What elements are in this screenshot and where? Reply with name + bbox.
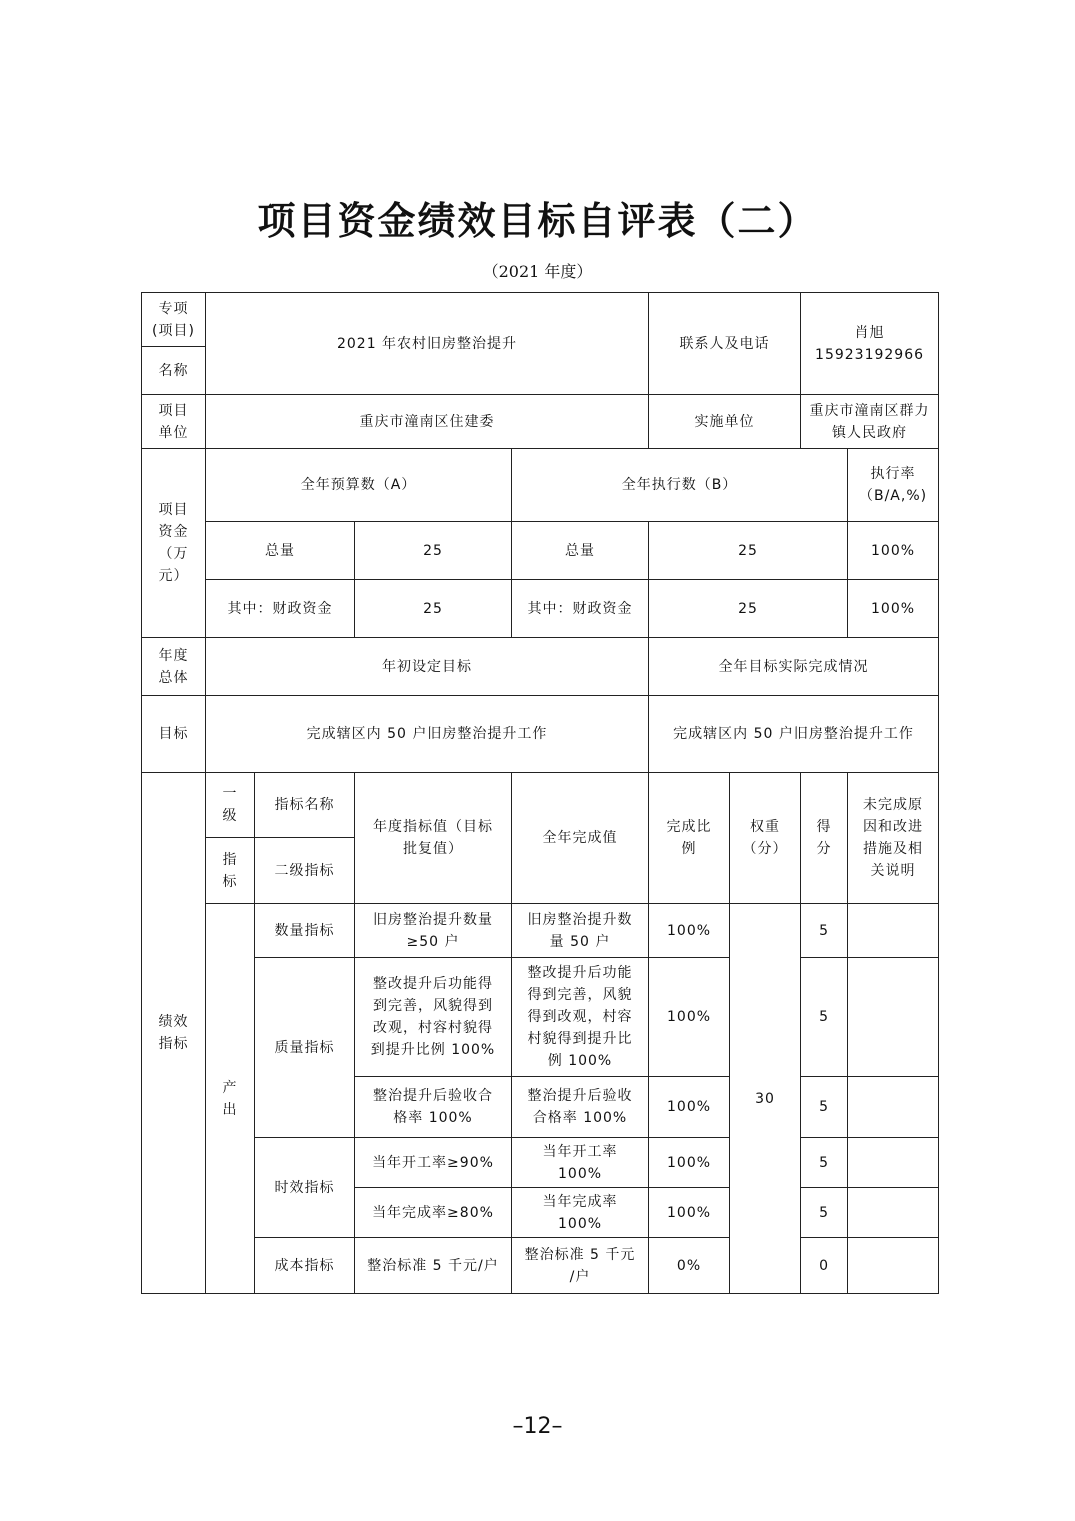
perf-reason-cell bbox=[848, 1238, 939, 1294]
fiscal-label: 其中：财政资金 bbox=[206, 580, 355, 638]
goal-actual-header: 全年目标实际完成情况 bbox=[649, 638, 939, 696]
perf-score-header: 得 分 bbox=[801, 773, 848, 904]
perf-score-cell: 5 bbox=[801, 1188, 848, 1238]
perf-reason-cell bbox=[848, 958, 939, 1077]
year-subtitle: （2021 年度） bbox=[482, 262, 593, 281]
perf-weight-header: 权重 （分） bbox=[730, 773, 801, 904]
fiscal-exec-label: 其中：财政资金 bbox=[512, 580, 649, 638]
perf-weight-cell: 30 bbox=[730, 904, 801, 1294]
perf-actual-cell: 当年开工率 100% bbox=[512, 1138, 649, 1188]
project-name-label-top: 专项 (项目) bbox=[142, 293, 206, 347]
perf-ratio-cell: 100% bbox=[649, 1188, 730, 1238]
perf-score-cell: 5 bbox=[801, 1138, 848, 1188]
perf-reason-cell bbox=[848, 1138, 939, 1188]
perf-score-cell: 5 bbox=[801, 904, 848, 958]
perf-ratio-header: 完成比 例 bbox=[649, 773, 730, 904]
perf-target-cell: 当年开工率≥90% bbox=[355, 1138, 512, 1188]
perf-ratio-cell: 100% bbox=[649, 904, 730, 958]
funds-label: 项目 资金 （万 元） bbox=[142, 449, 206, 638]
perf-reason-cell bbox=[848, 1188, 939, 1238]
perf-actual-cell: 整改提升后功能 得到完善，风貌 得到改观，村容 村貌得到提升比 例 100% bbox=[512, 958, 649, 1077]
perf-sub-quality: 质量指标 bbox=[255, 958, 355, 1138]
goal-label-top: 年度 总体 bbox=[142, 638, 206, 696]
perf-label: 绩效 指标 bbox=[142, 773, 206, 1294]
perf-level1-header: 一 级 bbox=[206, 773, 255, 838]
project-name-label-bottom: 名称 bbox=[142, 347, 206, 395]
impl-unit-value: 重庆市潼南区群力镇人民政府 bbox=[801, 395, 939, 449]
perf-level2-header: 指 标 bbox=[206, 838, 255, 904]
goal-set-header: 年初设定目标 bbox=[206, 638, 649, 696]
total-exec: 25 bbox=[649, 522, 848, 580]
exec-header: 全年执行数（B） bbox=[512, 449, 848, 522]
perf-target-header: 年度指标值（目标 批复值） bbox=[355, 773, 512, 904]
perf-score-cell: 5 bbox=[801, 958, 848, 1077]
perf-target-cell: 整治提升后验收合 格率 100% bbox=[355, 1077, 512, 1138]
rate-header: 执行率 （B/A,%) bbox=[848, 449, 939, 522]
perf-reason-cell bbox=[848, 1077, 939, 1138]
evaluation-table bbox=[141, 292, 939, 1294]
fiscal-rate: 100% bbox=[848, 580, 939, 638]
unit-value: 重庆市潼南区住建委 bbox=[206, 395, 649, 449]
perf-target-cell: 旧房整治提升数量 ≥50 户 bbox=[355, 904, 512, 958]
goal-set-value: 完成辖区内 50 户旧房整治提升工作 bbox=[206, 696, 649, 773]
perf-actual-header: 全年完成值 bbox=[512, 773, 649, 904]
perf-reason-cell bbox=[848, 904, 939, 958]
total-rate: 100% bbox=[848, 522, 939, 580]
perf-reason-header: 未完成原 因和改进 措施及相 关说明 bbox=[848, 773, 939, 904]
perf-ratio-cell: 100% bbox=[649, 958, 730, 1077]
perf-sub-header: 二级指标 bbox=[255, 838, 355, 904]
perf-score-cell: 0 bbox=[801, 1238, 848, 1294]
fiscal-exec: 25 bbox=[649, 580, 848, 638]
contact-value: 肖旭 15923192966 bbox=[801, 293, 939, 395]
perf-ratio-cell: 0% bbox=[649, 1238, 730, 1294]
total-label: 总量 bbox=[206, 522, 355, 580]
budget-header: 全年预算数（A） bbox=[206, 449, 512, 522]
perf-level1-output: 产 出 bbox=[206, 904, 255, 1294]
perf-actual-cell: 旧房整治提升数 量 50 户 bbox=[512, 904, 649, 958]
contact-label: 联系人及电话 bbox=[649, 293, 801, 395]
goal-label-bottom: 目标 bbox=[142, 696, 206, 773]
perf-sub-quantity: 数量指标 bbox=[255, 904, 355, 958]
perf-ratio-cell: 100% bbox=[649, 1138, 730, 1188]
page-title: 项目资金绩效目标自评表（二） bbox=[257, 198, 818, 243]
perf-target-cell: 整改提升后功能得 到完善，风貌得到 改观，村容村貌得 到提升比例 100% bbox=[355, 958, 512, 1077]
perf-actual-cell: 整治标准 5 千元 /户 bbox=[512, 1238, 649, 1294]
perf-sub-cost: 成本指标 bbox=[255, 1238, 355, 1294]
page-number: –12– bbox=[512, 1414, 563, 1439]
perf-score-cell: 5 bbox=[801, 1077, 848, 1138]
perf-target-cell: 整治标准 5 千元/户 bbox=[355, 1238, 512, 1294]
fiscal-budget: 25 bbox=[355, 580, 512, 638]
perf-sub-timeliness: 时效指标 bbox=[255, 1138, 355, 1238]
project-name-value: 2021 年农村旧房整治提升 bbox=[206, 293, 649, 395]
goal-actual-value: 完成辖区内 50 户旧房整治提升工作 bbox=[649, 696, 939, 773]
total-exec-label: 总量 bbox=[512, 522, 649, 580]
perf-actual-cell: 当年完成率 100% bbox=[512, 1188, 649, 1238]
perf-actual-cell: 整治提升后验收 合格率 100% bbox=[512, 1077, 649, 1138]
unit-label: 项目 单位 bbox=[142, 395, 206, 449]
perf-name-header: 指标名称 bbox=[255, 773, 355, 838]
perf-ratio-cell: 100% bbox=[649, 1077, 730, 1138]
total-budget: 25 bbox=[355, 522, 512, 580]
impl-unit-label: 实施单位 bbox=[649, 395, 801, 449]
perf-target-cell: 当年完成率≥80% bbox=[355, 1188, 512, 1238]
